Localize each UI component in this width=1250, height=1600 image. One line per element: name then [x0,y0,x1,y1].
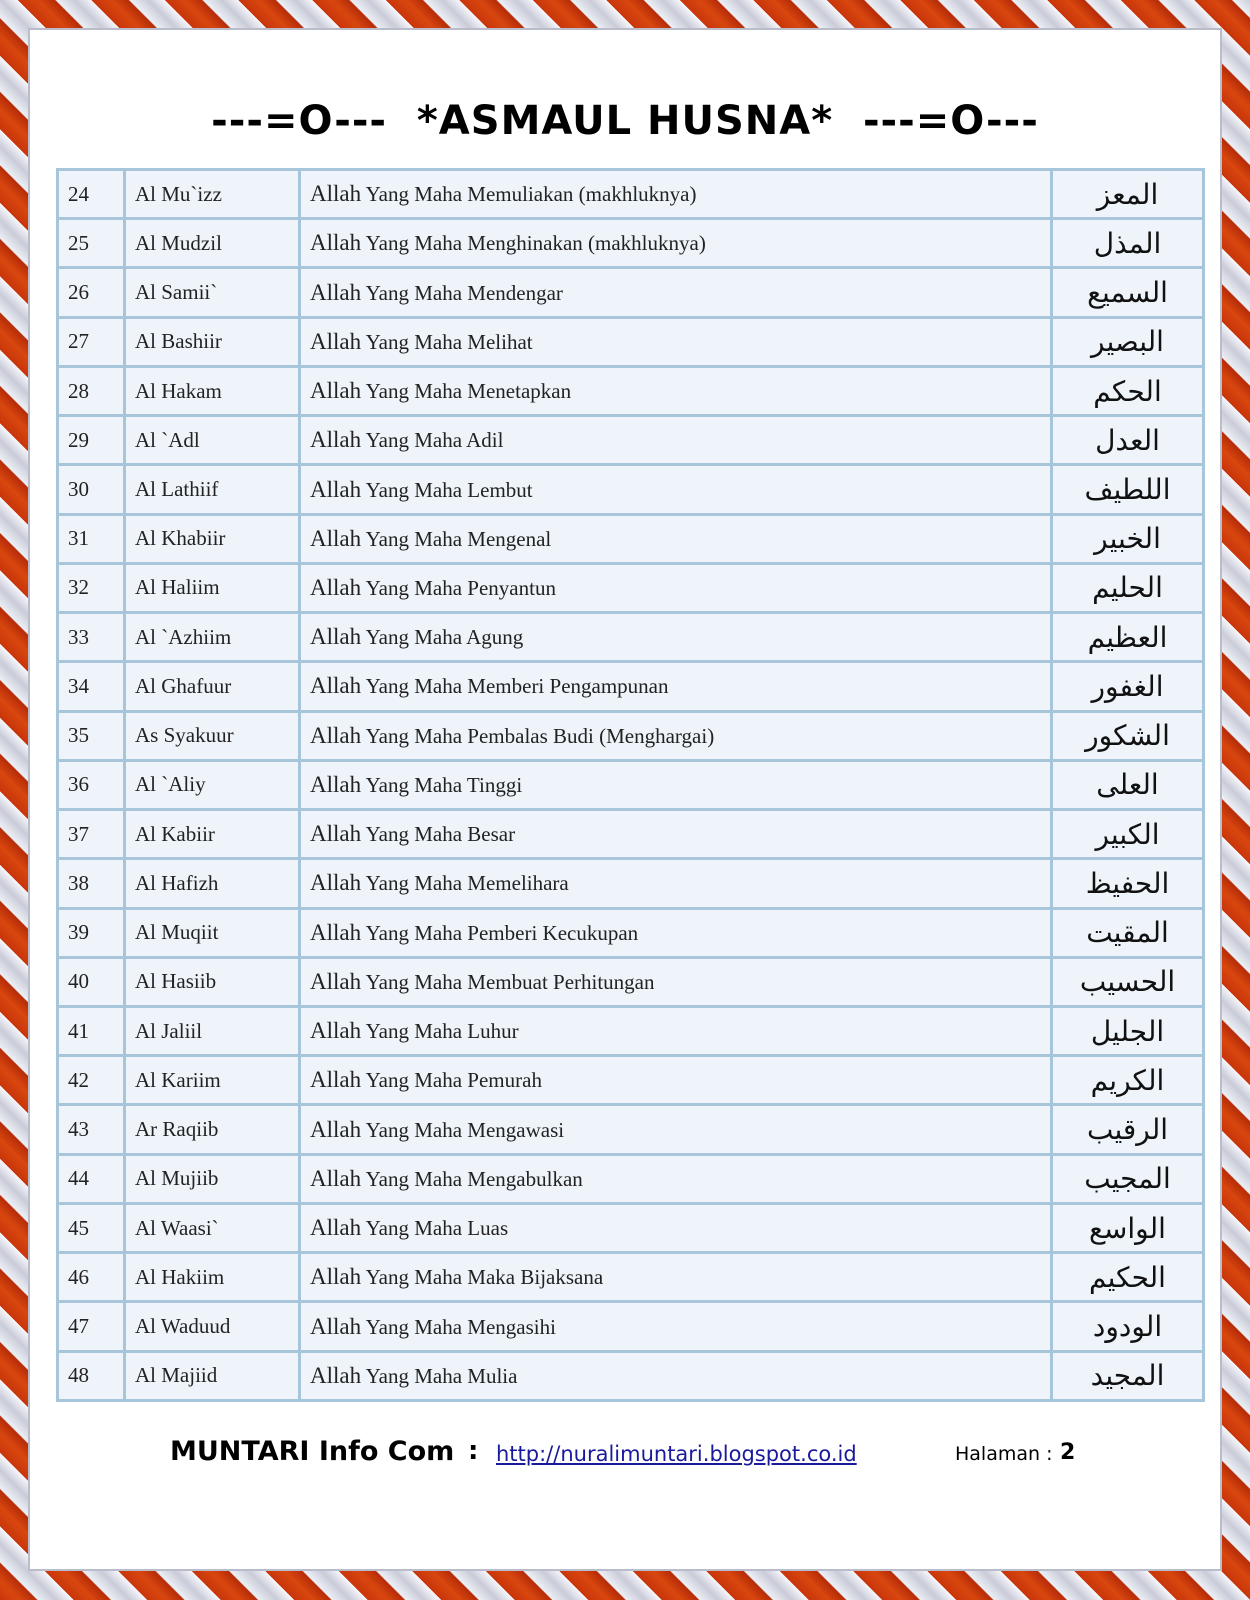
row-number: 43 [59,1106,123,1152]
row-number: 45 [59,1205,123,1251]
meaning-cell [301,762,1050,808]
meaning-allah: Allah [310,1067,362,1093]
meaning-allah: Allah [310,1018,362,1044]
meaning-cell [301,171,1050,217]
meaning-cell [301,1106,1050,1152]
meaning-allah: Allah [310,574,362,600]
meaning-text: Yang Maha Penyantun [365,575,556,600]
meaning-text: Yang Maha Luhur [365,1019,519,1044]
meaning-text: Yang Maha Melihat [365,329,533,354]
table-row [59,1057,1202,1103]
table-row [59,614,1202,660]
name-latin: Al Khabiir [126,516,298,562]
page-title: ---=O--- *ASMAUL HUSNA* ---=O--- [211,98,1039,144]
name-arabic: المجيد [1053,1353,1202,1399]
name-arabic: المذل [1053,220,1202,266]
meaning-allah: Allah [310,1215,362,1241]
meaning-text: Yang Maha Besar [365,822,516,847]
name-latin: Al Hasiib [126,959,298,1005]
table-row [59,319,1202,365]
row-number: 31 [59,516,123,562]
name-latin: Al Bashiir [126,319,298,365]
meaning-cell [301,1353,1050,1399]
row-number: 37 [59,811,123,857]
name-latin: As Syakuur [126,713,298,759]
meaning-text: Yang Maha Mulia [365,1363,518,1388]
name-arabic: الحليم [1053,565,1202,611]
name-latin: Ar Raqiib [126,1106,298,1152]
name-arabic: الكريم [1053,1057,1202,1103]
meaning-text: Yang Maha Pemberi Kecukupan [365,920,639,945]
table-row [59,1303,1202,1349]
table-row [59,713,1202,759]
row-number: 33 [59,614,123,660]
name-arabic: الرقيب [1053,1106,1202,1152]
meaning-allah: Allah [310,427,362,453]
table-row [59,959,1202,1005]
table-row [59,516,1202,562]
name-arabic: الواسع [1053,1205,1202,1251]
row-number: 34 [59,663,123,709]
meaning-allah: Allah [310,624,362,650]
name-latin: Al `Aliy [126,762,298,808]
meaning-cell [301,516,1050,562]
name-latin: Al Waasi` [126,1205,298,1251]
footer-separator: : [468,1436,479,1466]
footer [0,1436,1250,1476]
meaning-cell [301,713,1050,759]
meaning-text: Yang Maha Adil [365,428,504,453]
meaning-text: Yang Maha Mengabulkan [365,1166,583,1191]
name-arabic: العظيم [1053,614,1202,660]
name-latin: Al Kariim [126,1057,298,1103]
name-latin: Al `Azhiim [126,614,298,660]
table-row [59,466,1202,512]
name-latin: Al Hakam [126,368,298,414]
meaning-cell [301,910,1050,956]
table-row [59,1156,1202,1202]
row-number: 36 [59,762,123,808]
name-latin: Al Waduud [126,1303,298,1349]
blog-link[interactable]: http://nuralimuntari.blogspot.co.id [496,1442,857,1466]
meaning-text: Yang Maha Pembalas Budi (Menghargai) [365,723,715,748]
row-number: 42 [59,1057,123,1103]
name-arabic: السميع [1053,269,1202,315]
row-number: 25 [59,220,123,266]
name-latin: Al Mu`izz [126,171,298,217]
table-row [59,1205,1202,1251]
meaning-text: Yang Maha Mendengar [365,280,563,305]
table-row [59,171,1202,217]
name-arabic: المجيب [1053,1156,1202,1202]
meaning-cell [301,417,1050,463]
meaning-allah: Allah [310,722,362,748]
name-arabic: الحفيظ [1053,860,1202,906]
table-row [59,811,1202,857]
name-latin: Al Haliim [126,565,298,611]
meaning-cell [301,1254,1050,1300]
table-row [59,1254,1202,1300]
row-number: 29 [59,417,123,463]
meaning-text: Yang Maha Lembut [365,477,533,502]
meaning-text: Yang Maha Mengasihi [365,1314,556,1339]
name-latin: Al Hafizh [126,860,298,906]
name-latin: Al Mujiib [126,1156,298,1202]
meaning-text: Yang Maha Maka Bijaksana [365,1265,604,1290]
meaning-text: Yang Maha Membuat Perhitungan [365,969,655,994]
meaning-text: Yang Maha Menghinakan (makhluknya) [365,231,706,256]
row-number: 28 [59,368,123,414]
meaning-cell [301,1057,1050,1103]
name-latin: Al Hakiim [126,1254,298,1300]
meaning-cell [301,1156,1050,1202]
meaning-text: Yang Maha Menetapkan [365,379,572,404]
meaning-text: Yang Maha Agung [365,625,524,650]
meaning-cell [301,663,1050,709]
table-row [59,1353,1202,1399]
meaning-cell [301,959,1050,1005]
row-number: 48 [59,1353,123,1399]
name-arabic: الحكيم [1053,1254,1202,1300]
row-number: 40 [59,959,123,1005]
meaning-allah: Allah [310,378,362,404]
name-arabic: الخبير [1053,516,1202,562]
footer-brand: MUNTARI Info Com [170,1436,455,1467]
row-number: 39 [59,910,123,956]
table-row [59,368,1202,414]
name-arabic: المعز [1053,171,1202,217]
meaning-text: Yang Maha Mengawasi [365,1117,565,1142]
meaning-cell [301,368,1050,414]
page-number: 2 [1060,1440,1076,1465]
row-number: 24 [59,171,123,217]
name-arabic: الكبير [1053,811,1202,857]
row-number: 41 [59,1008,123,1054]
table-row [59,565,1202,611]
table-row [59,417,1202,463]
name-arabic: الودود [1053,1303,1202,1349]
name-arabic: المقيت [1053,910,1202,956]
name-arabic: العدل [1053,417,1202,463]
name-latin: Al Ghafuur [126,663,298,709]
table-row [59,762,1202,808]
name-latin: Al Samii` [126,269,298,315]
meaning-allah: Allah [310,1165,362,1191]
name-latin: Al `Adl [126,417,298,463]
meaning-allah: Allah [310,1362,362,1388]
row-number: 32 [59,565,123,611]
table-row [59,220,1202,266]
row-number: 46 [59,1254,123,1300]
meaning-allah: Allah [310,771,362,797]
meaning-cell [301,860,1050,906]
meaning-allah: Allah [310,673,362,699]
name-arabic: الحكم [1053,368,1202,414]
row-number: 47 [59,1303,123,1349]
meaning-cell [301,1008,1050,1054]
meaning-text: Yang Maha Tinggi [365,772,523,797]
meaning-cell [301,319,1050,365]
asmaul-husna-table [56,168,1205,1402]
meaning-text: Yang Maha Mengenal [365,526,552,551]
table-row [59,860,1202,906]
name-latin: Al Majiid [126,1353,298,1399]
name-arabic: الشكور [1053,713,1202,759]
table-row [59,910,1202,956]
table-row [59,1106,1202,1152]
meaning-allah: Allah [310,476,362,502]
meaning-cell [301,269,1050,315]
meaning-cell [301,1205,1050,1251]
name-arabic: العلى [1053,762,1202,808]
meaning-allah: Allah [310,230,362,256]
meaning-allah: Allah [310,525,362,551]
meaning-allah: Allah [310,279,362,305]
name-latin: Al Lathiif [126,466,298,512]
row-number: 27 [59,319,123,365]
row-number: 38 [59,860,123,906]
meaning-text: Yang Maha Memuliakan (makhluknya) [365,182,697,207]
table-row [59,269,1202,315]
table-row [59,1008,1202,1054]
meaning-allah: Allah [310,328,362,354]
name-arabic: اللطيف [1053,466,1202,512]
name-arabic: الغفور [1053,663,1202,709]
meaning-allah: Allah [310,1116,362,1142]
name-latin: Al Mudzil [126,220,298,266]
meaning-allah: Allah [310,870,362,896]
name-latin: Al Kabiir [126,811,298,857]
meaning-allah: Allah [310,968,362,994]
row-number: 30 [59,466,123,512]
meaning-cell [301,220,1050,266]
name-arabic: البصير [1053,319,1202,365]
meaning-allah: Allah [310,1264,362,1290]
row-number: 35 [59,713,123,759]
name-latin: Al Jaliil [126,1008,298,1054]
row-number: 26 [59,269,123,315]
meaning-cell [301,811,1050,857]
meaning-allah: Allah [310,181,362,207]
meaning-cell [301,466,1050,512]
meaning-cell [301,1303,1050,1349]
meaning-text: Yang Maha Luas [365,1216,509,1241]
meaning-allah: Allah [310,821,362,847]
meaning-text: Yang Maha Memberi Pengampunan [365,674,669,699]
table-body [59,171,1202,1399]
meaning-allah: Allah [310,1313,362,1339]
name-arabic: الحسيب [1053,959,1202,1005]
name-latin: Al Muqiit [126,910,298,956]
row-number: 44 [59,1156,123,1202]
meaning-text: Yang Maha Memelihara [365,871,569,896]
page-label: Halaman : [955,1443,1053,1465]
meaning-cell [301,565,1050,611]
meaning-cell [301,614,1050,660]
table-row [59,663,1202,709]
meaning-allah: Allah [310,919,362,945]
name-arabic: الجليل [1053,1008,1202,1054]
meaning-text: Yang Maha Pemurah [365,1068,542,1093]
